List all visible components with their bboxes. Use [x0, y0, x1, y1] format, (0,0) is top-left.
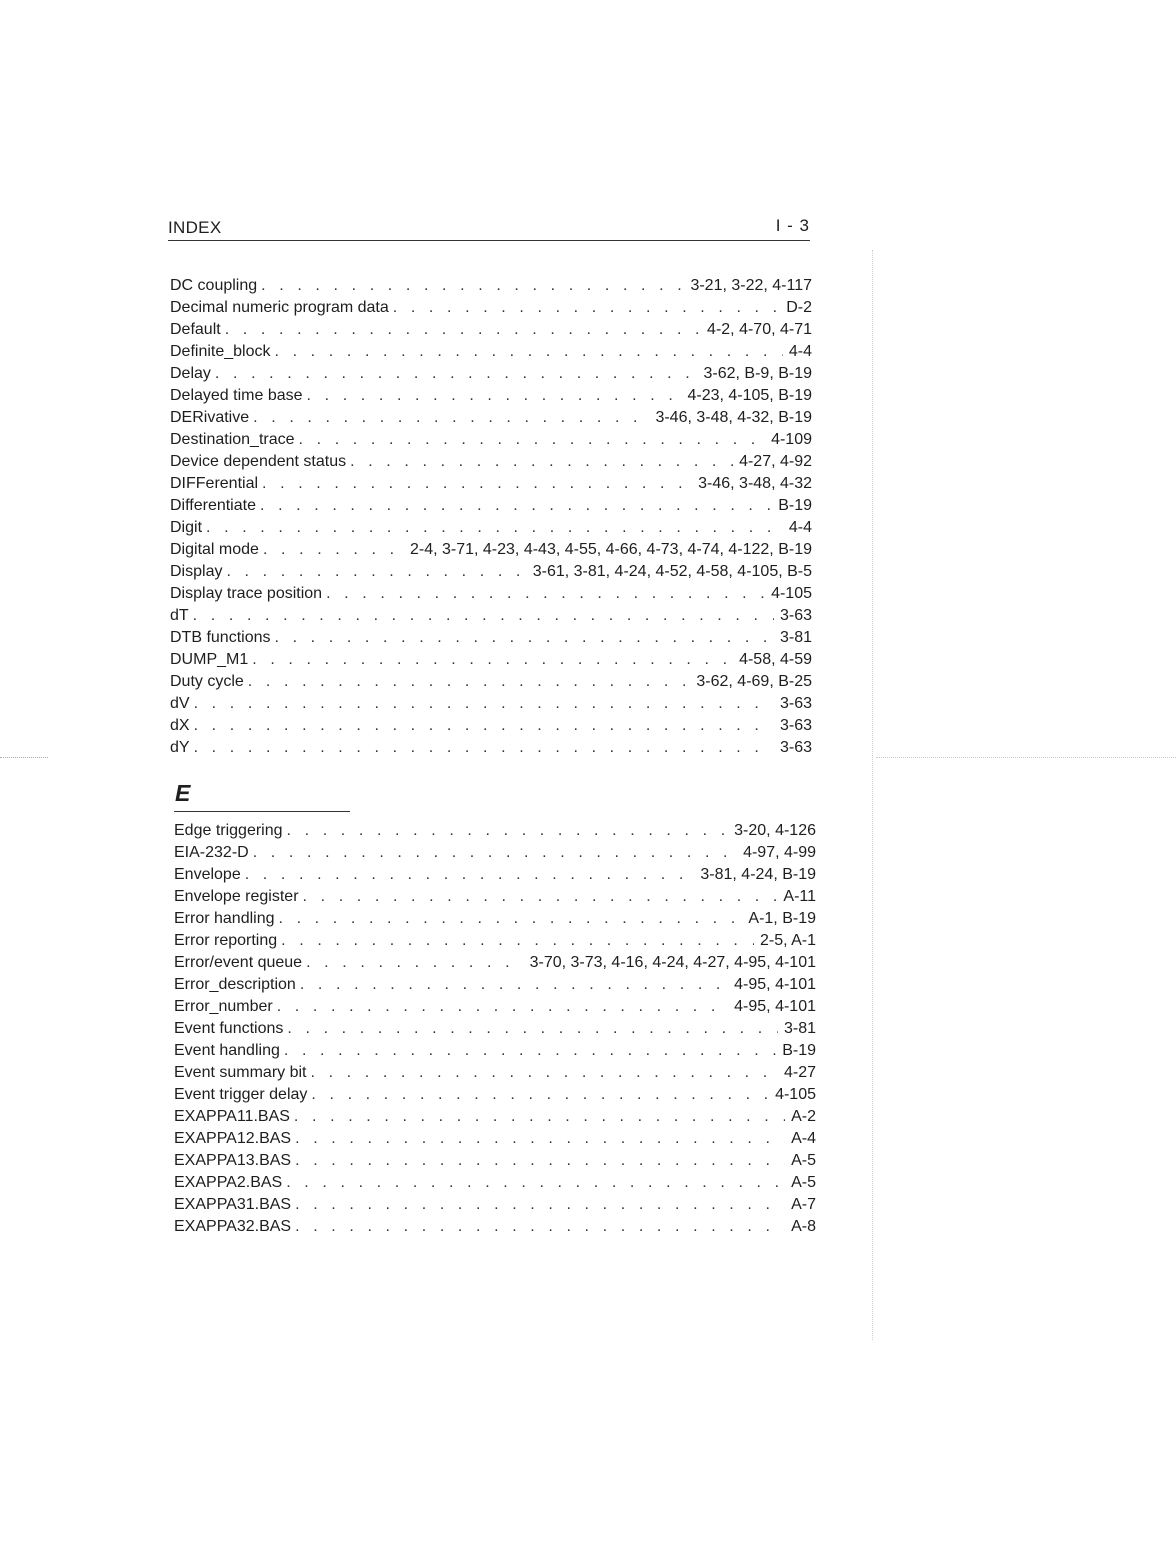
entry-pages: 2-4, 3-71, 4-23, 4-43, 4-55, 4-66, 4-73, 4-74, 4-122, B-19 [409, 541, 812, 558]
header-page-number: I - 3 [775, 216, 810, 235]
entry-pages: A-5 [791, 1152, 816, 1169]
index-entry [174, 1020, 816, 1042]
entry-pages: 3-63 [779, 739, 812, 756]
dot-leader [263, 541, 404, 559]
entry-pages: 4-2, 4-70, 4-71 [707, 321, 812, 338]
entry-term: EXAPPA11.BAS [174, 1108, 290, 1125]
index-entry [170, 431, 812, 453]
index-entry [170, 299, 812, 321]
entry-term: Display trace position [170, 585, 323, 602]
index-entry [170, 321, 812, 343]
index-entry [170, 629, 812, 651]
dot-leader [287, 822, 729, 840]
entry-term: EXAPPA32.BAS [174, 1218, 292, 1235]
entry-pages: 4-97, 4-99 [743, 844, 816, 861]
index-entry [174, 822, 816, 844]
entry-pages: 4-4 [788, 519, 812, 536]
dot-leader [252, 651, 733, 669]
entry-pages: 4-27 [783, 1064, 816, 1081]
index-entry [170, 365, 812, 387]
entry-term: Error_number [174, 998, 273, 1015]
dot-leader [279, 910, 743, 928]
section-heading-rule [174, 811, 350, 812]
index-entry [174, 976, 816, 998]
index-entry [170, 497, 812, 519]
index-entry [174, 866, 816, 888]
dot-leader [274, 629, 773, 647]
entry-term: dY [170, 739, 190, 756]
entry-term: EXAPPA31.BAS [174, 1196, 292, 1213]
entry-pages: 3-70, 3-73, 4-16, 4-24, 4-27, 4-95, 4-101 [529, 954, 816, 971]
entry-term: Delay [170, 365, 211, 382]
index-entry [174, 844, 816, 866]
index-entry [174, 1218, 816, 1240]
index-entry [174, 998, 816, 1020]
dot-leader [350, 453, 733, 471]
index-entry [174, 1174, 816, 1196]
entry-term: Error reporting [174, 932, 278, 949]
index-entry [174, 932, 816, 954]
entry-term: DTB functions [170, 629, 271, 646]
entry-pages: 3-63 [779, 717, 812, 734]
entry-pages: 4-58, 4-59 [739, 651, 812, 668]
entry-pages: A-1, B-19 [748, 910, 816, 927]
section-heading-e: E [175, 780, 191, 806]
dot-leader [261, 277, 684, 295]
index-entry [174, 954, 816, 976]
entry-term: EXAPPA2.BAS [174, 1174, 283, 1191]
index-list-d [170, 277, 812, 761]
dot-leader [310, 1064, 777, 1082]
entry-term: Duty cycle [170, 673, 244, 690]
header-title: INDEX [168, 218, 222, 237]
dot-leader [206, 519, 783, 537]
entry-term: Digit [170, 519, 203, 536]
entry-term: Delayed time base [170, 387, 303, 404]
dot-leader [295, 1196, 785, 1214]
dot-leader [300, 976, 728, 994]
entry-term: Default [170, 321, 221, 338]
index-entry [170, 387, 812, 409]
dot-leader [294, 1108, 785, 1126]
entry-term: Definite_block [170, 343, 271, 360]
entry-pages: A-2 [791, 1108, 816, 1125]
entry-pages: A-8 [791, 1218, 816, 1235]
entry-pages: A-4 [791, 1130, 816, 1147]
entry-term: Envelope [174, 866, 241, 883]
right-scan-mark [876, 757, 1176, 758]
entry-pages: 4-95, 4-101 [734, 998, 816, 1015]
dot-leader [275, 343, 783, 361]
entry-pages: A-5 [791, 1174, 816, 1191]
index-entry [170, 585, 812, 607]
entry-pages: 3-21, 3-22, 4-117 [690, 277, 812, 294]
entry-pages: 4-105 [775, 1086, 816, 1103]
index-entry [170, 739, 812, 761]
entry-term: Event handling [174, 1042, 280, 1059]
entry-pages: 4-109 [771, 431, 812, 448]
index-entry [170, 519, 812, 541]
entry-term: dT [170, 607, 189, 624]
left-scan-mark [0, 757, 48, 758]
dot-leader [303, 888, 778, 906]
entry-pages: 3-61, 3-81, 4-24, 4-52, 4-58, 4-105, B-5 [532, 563, 812, 580]
entry-pages: 3-81, 4-24, B-19 [700, 866, 816, 883]
entry-pages: D-2 [786, 299, 812, 316]
index-entry [174, 1196, 816, 1218]
dot-leader [226, 563, 526, 581]
entry-pages: 3-81 [779, 629, 812, 646]
index-entry [174, 1130, 816, 1152]
dot-leader [248, 673, 691, 691]
entry-term: Device dependent status [170, 453, 347, 470]
entry-term: Display [170, 563, 223, 580]
entry-term: Event functions [174, 1020, 284, 1037]
entry-term: Event summary bit [174, 1064, 307, 1081]
entry-pages: A-7 [791, 1196, 816, 1213]
entry-term: Edge triggering [174, 822, 283, 839]
entry-pages: 3-62, B-9, B-19 [703, 365, 812, 382]
entry-pages: B-19 [782, 1042, 816, 1059]
index-entry [174, 1064, 816, 1086]
dot-leader [299, 431, 766, 449]
scan-edge-line [872, 250, 873, 1340]
dot-leader [262, 475, 692, 493]
entry-pages: 3-63 [779, 607, 812, 624]
dot-leader [284, 1042, 776, 1060]
index-entry [170, 563, 812, 585]
index-entry [170, 607, 812, 629]
entry-pages: 4-23, 4-105, B-19 [687, 387, 812, 404]
entry-pages: 3-81 [783, 1020, 816, 1037]
index-entry [170, 541, 812, 563]
entry-pages: 4-95, 4-101 [734, 976, 816, 993]
entry-term: Destination_trace [170, 431, 295, 448]
entry-term: EIA-232-D [174, 844, 249, 861]
index-entry [174, 1108, 816, 1130]
dot-leader [245, 866, 695, 884]
index-entry [170, 277, 812, 299]
entry-term: Error/event queue [174, 954, 303, 971]
dot-leader [295, 1218, 785, 1236]
dot-leader [253, 844, 737, 862]
dot-leader [287, 1020, 778, 1038]
entry-term: DC coupling [170, 277, 258, 294]
dot-leader [253, 409, 649, 427]
index-entry [170, 409, 812, 431]
index-entry [170, 695, 812, 717]
entry-pages: 3-46, 3-48, 4-32 [698, 475, 812, 492]
dot-leader [306, 954, 524, 972]
entry-pages: 4-27, 4-92 [739, 453, 812, 470]
entry-term: Event trigger delay [174, 1086, 308, 1103]
index-entry [174, 1042, 816, 1064]
index-entry [174, 1086, 816, 1108]
entry-term: EXAPPA13.BAS [174, 1152, 292, 1169]
page-header [168, 218, 810, 241]
index-entry [174, 888, 816, 910]
index-entry [170, 453, 812, 475]
entry-term: Differentiate [170, 497, 256, 514]
dot-leader [277, 998, 728, 1016]
entry-pages: 3-20, 4-126 [734, 822, 816, 839]
dot-leader [307, 387, 682, 405]
dot-leader [393, 299, 780, 317]
entry-term: DERivative [170, 409, 250, 426]
index-entry [170, 717, 812, 739]
dot-leader [295, 1152, 785, 1170]
dot-leader [295, 1130, 785, 1148]
entry-pages: 3-46, 3-48, 4-32, B-19 [655, 409, 812, 426]
dot-leader [225, 321, 701, 339]
entry-term: dV [170, 695, 190, 712]
entry-term: DUMP_M1 [170, 651, 249, 668]
dot-leader [194, 695, 774, 713]
entry-pages: B-19 [778, 497, 812, 514]
entry-pages: 4-105 [771, 585, 812, 602]
index-entry [170, 673, 812, 695]
entry-term: Error handling [174, 910, 275, 927]
index-entry [174, 910, 816, 932]
dot-leader [193, 607, 774, 625]
index-entry [170, 475, 812, 497]
entry-pages: 2-5, A-1 [759, 932, 816, 949]
entry-term: Decimal numeric program data [170, 299, 389, 316]
index-entry [170, 651, 812, 673]
dot-leader [311, 1086, 769, 1104]
entry-pages: 4-4 [788, 343, 812, 360]
entry-term: Digital mode [170, 541, 259, 558]
entry-term: EXAPPA12.BAS [174, 1130, 292, 1147]
dot-leader [194, 717, 774, 735]
entry-term: Error_description [174, 976, 296, 993]
dot-leader [326, 585, 765, 603]
entry-pages: A-11 [783, 888, 816, 905]
dot-leader [286, 1174, 785, 1192]
dot-leader [260, 497, 772, 515]
entry-pages: 3-62, 4-69, B-25 [696, 673, 812, 690]
entry-pages: 3-63 [779, 695, 812, 712]
entry-term: DIFFerential [170, 475, 259, 492]
index-entry [174, 1152, 816, 1174]
index-entry [170, 343, 812, 365]
dot-leader [281, 932, 754, 950]
entry-term: Envelope register [174, 888, 299, 905]
dot-leader [215, 365, 698, 383]
dot-leader [194, 739, 774, 757]
entry-term: dX [170, 717, 190, 734]
index-list-e [174, 822, 816, 1240]
